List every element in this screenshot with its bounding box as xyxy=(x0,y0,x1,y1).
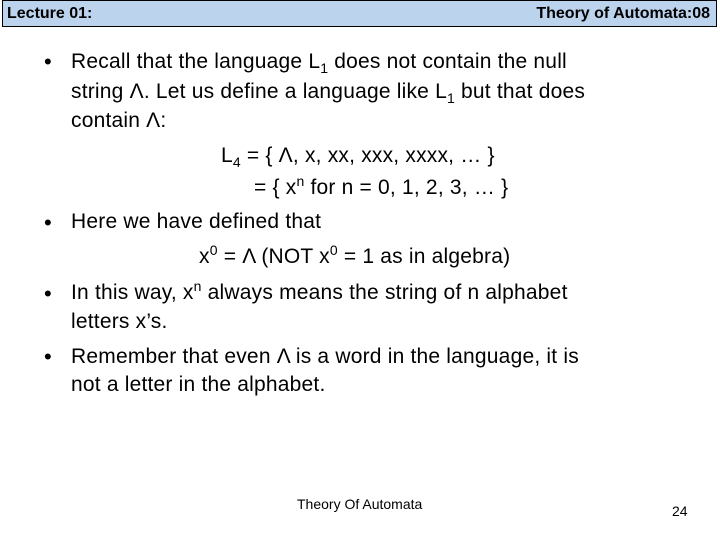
lecture-title: Lecture 01: xyxy=(7,5,93,22)
equation-l4 xyxy=(221,144,495,171)
text: = { x xyxy=(254,176,297,199)
bullet-1-line-3: contain Λ: xyxy=(71,109,167,132)
superscript: 0 xyxy=(329,242,338,258)
text: = Λ (NOT x xyxy=(217,245,330,268)
subscript: 1 xyxy=(320,60,329,77)
text: = 1 as in algebra) xyxy=(337,245,511,268)
text: L xyxy=(221,144,233,167)
superscript: 0 xyxy=(209,242,218,258)
equation-x0 xyxy=(199,242,511,269)
superscript: n xyxy=(296,173,305,189)
page-number: 24 xyxy=(672,503,688,519)
text: string Λ. Let us define a language like L xyxy=(71,80,447,103)
subscript: 4 xyxy=(232,154,241,171)
subscript: 1 xyxy=(446,90,455,107)
text: Recall that the language L xyxy=(71,50,321,73)
bullet-4-line-1: Remember that even Λ is a word in the language, it is xyxy=(71,345,579,368)
header-bar xyxy=(2,0,717,27)
bullet-1-line-2 xyxy=(71,80,586,107)
bullet-marker: • xyxy=(44,49,52,74)
text: always means the string of n alphabet xyxy=(201,281,568,304)
text: In this way, x xyxy=(71,281,194,304)
bullet-3-line-2: letters x’s. xyxy=(71,310,168,333)
text: for n = 0, 1, 2, 3, … } xyxy=(304,176,509,199)
text: = { Λ, x, xx, xxx, xxxx, … } xyxy=(240,144,495,167)
bullet-marker: • xyxy=(44,281,52,306)
bullet-4-line-2: not a letter in the alphabet. xyxy=(71,373,326,396)
footer-title: Theory Of Automata xyxy=(297,496,423,512)
bullet-marker: • xyxy=(44,344,52,369)
text: x xyxy=(199,245,210,268)
superscript: n xyxy=(193,278,202,294)
bullet-2-line-1: Here we have defined that xyxy=(71,210,322,233)
bullet-1-line-1 xyxy=(71,50,567,77)
text: but that does xyxy=(454,80,586,103)
bullet-marker: • xyxy=(44,210,52,235)
bullet-3-line-1 xyxy=(71,278,568,305)
equation-xn xyxy=(254,173,509,200)
text: does not contain the null xyxy=(328,50,567,73)
course-title: Theory of Automata:08 xyxy=(536,5,710,22)
